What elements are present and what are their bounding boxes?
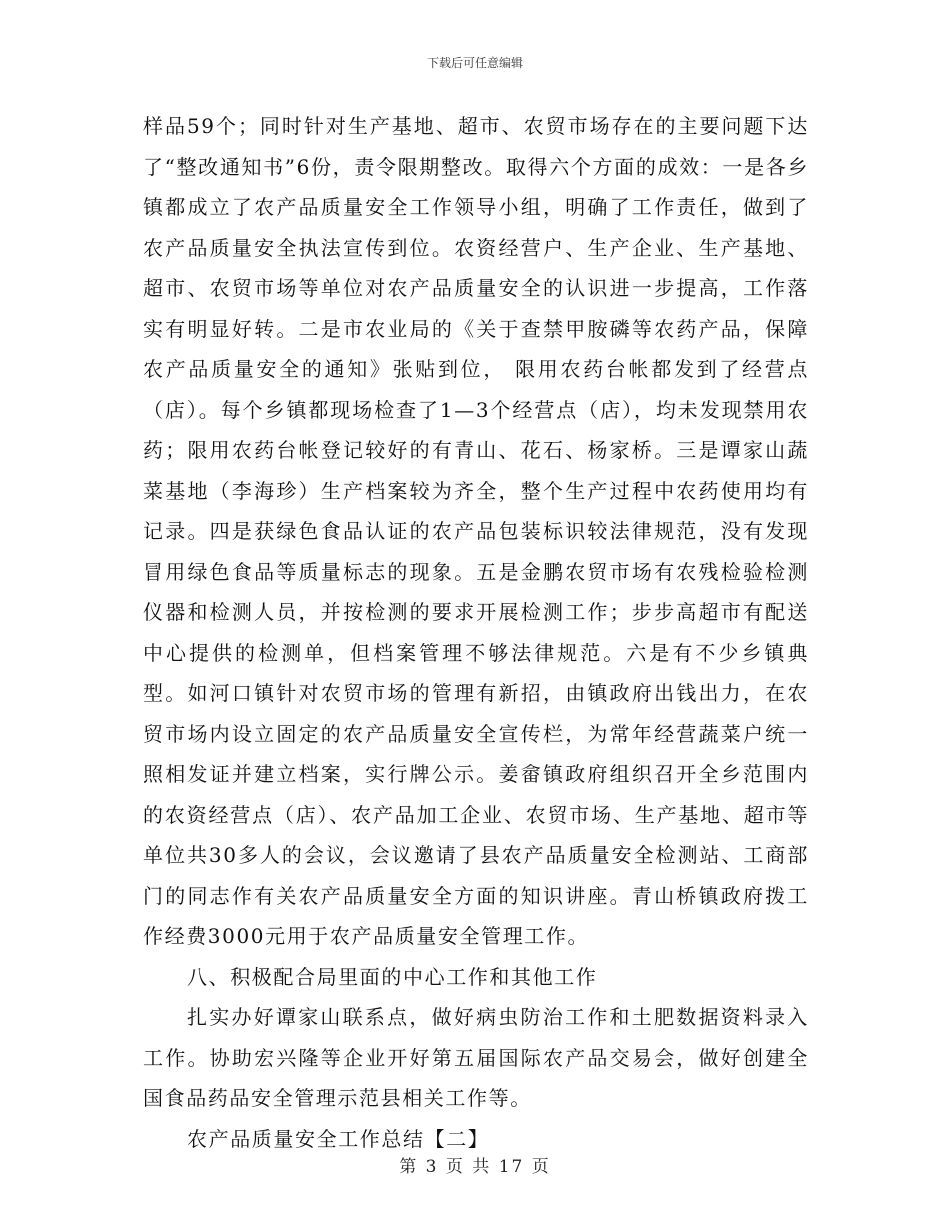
body-paragraph: 样品59个；同时针对生产基地、超市、农贸市场存在的主要问题下达了“整改通知书”6份，责令限期整改。取得六个方面的成效：一是各乡镇都成立了农产品质量安全工作领导小组，明确了工作责任，做到了农产品质量安全执法宣传到位。农资经营户、生产企业、生产基地、超市、农贸市场等单位对农产品质量安全的认识进一步提高，工作落实有明显好转。二是市农业局的《关于查禁甲胺磷等农药产品，保障农产品质量安全的通知》张贴到位， 限用农药台帐都发到了经营点（店）。每个乡镇都现场检查了1—3个经营点（店），均未发现禁用农药；限用农药台帐登记较好的有青山、花石、杨家桥。三是谭家山蔬菜基地（李海珍）生产档案较为齐全，整个生产过程中农药使用均有记录。四是获绿色食品认证的农产品包装标识较法律规范，没有发现冒用绿色食品等质量标志的现象。五是金鹏农贸市场有农残检验检测仪器和检测人员，并按检测的要求开展检测工作；步步高超市有配送中心提供的检测单，但档案管理不够法律规范。六是有不少乡镇典型。如河口镇针对农贸市场的管理有新招，由镇政府出钱出力，在农贸市场内设立固定的农产品质量安全宣传栏，为常年经营蔬菜户统一照相发证并建立档案，实行牌公示。姜畲镇政府组织召开全乡范围内的农资经营点（店）、农产品加工企业、农贸市场、生产基地、超市等单位共30多人的会议，会议邀请了县农产品质量安全检测站、工商部门的同志作有关农产品质量安全方面的知识讲座。青山桥镇政府拨工作经费3000元用于农产品质量安全管理工作。 [143,114,809,948]
document-body [143,106,809,1159]
document-subtitle: 农产品质量安全工作总结【二】 [187,1126,490,1151]
page-header: 下载后可任意编辑 [426,56,523,70]
page-number: 第 3 页 共 17 页 [399,1157,551,1177]
body-paragraph: 扎实办好谭家山联系点，做好病虫防治工作和土肥数据资料录入工作。协助宏兴隆等企业开好第五届国际农产品交易会，做好创建全国食品药品安全管理示范县相关工作等。 [143,1005,809,1110]
section-heading: 八、积极配合局里面的中心工作和其他工作 [187,964,598,989]
